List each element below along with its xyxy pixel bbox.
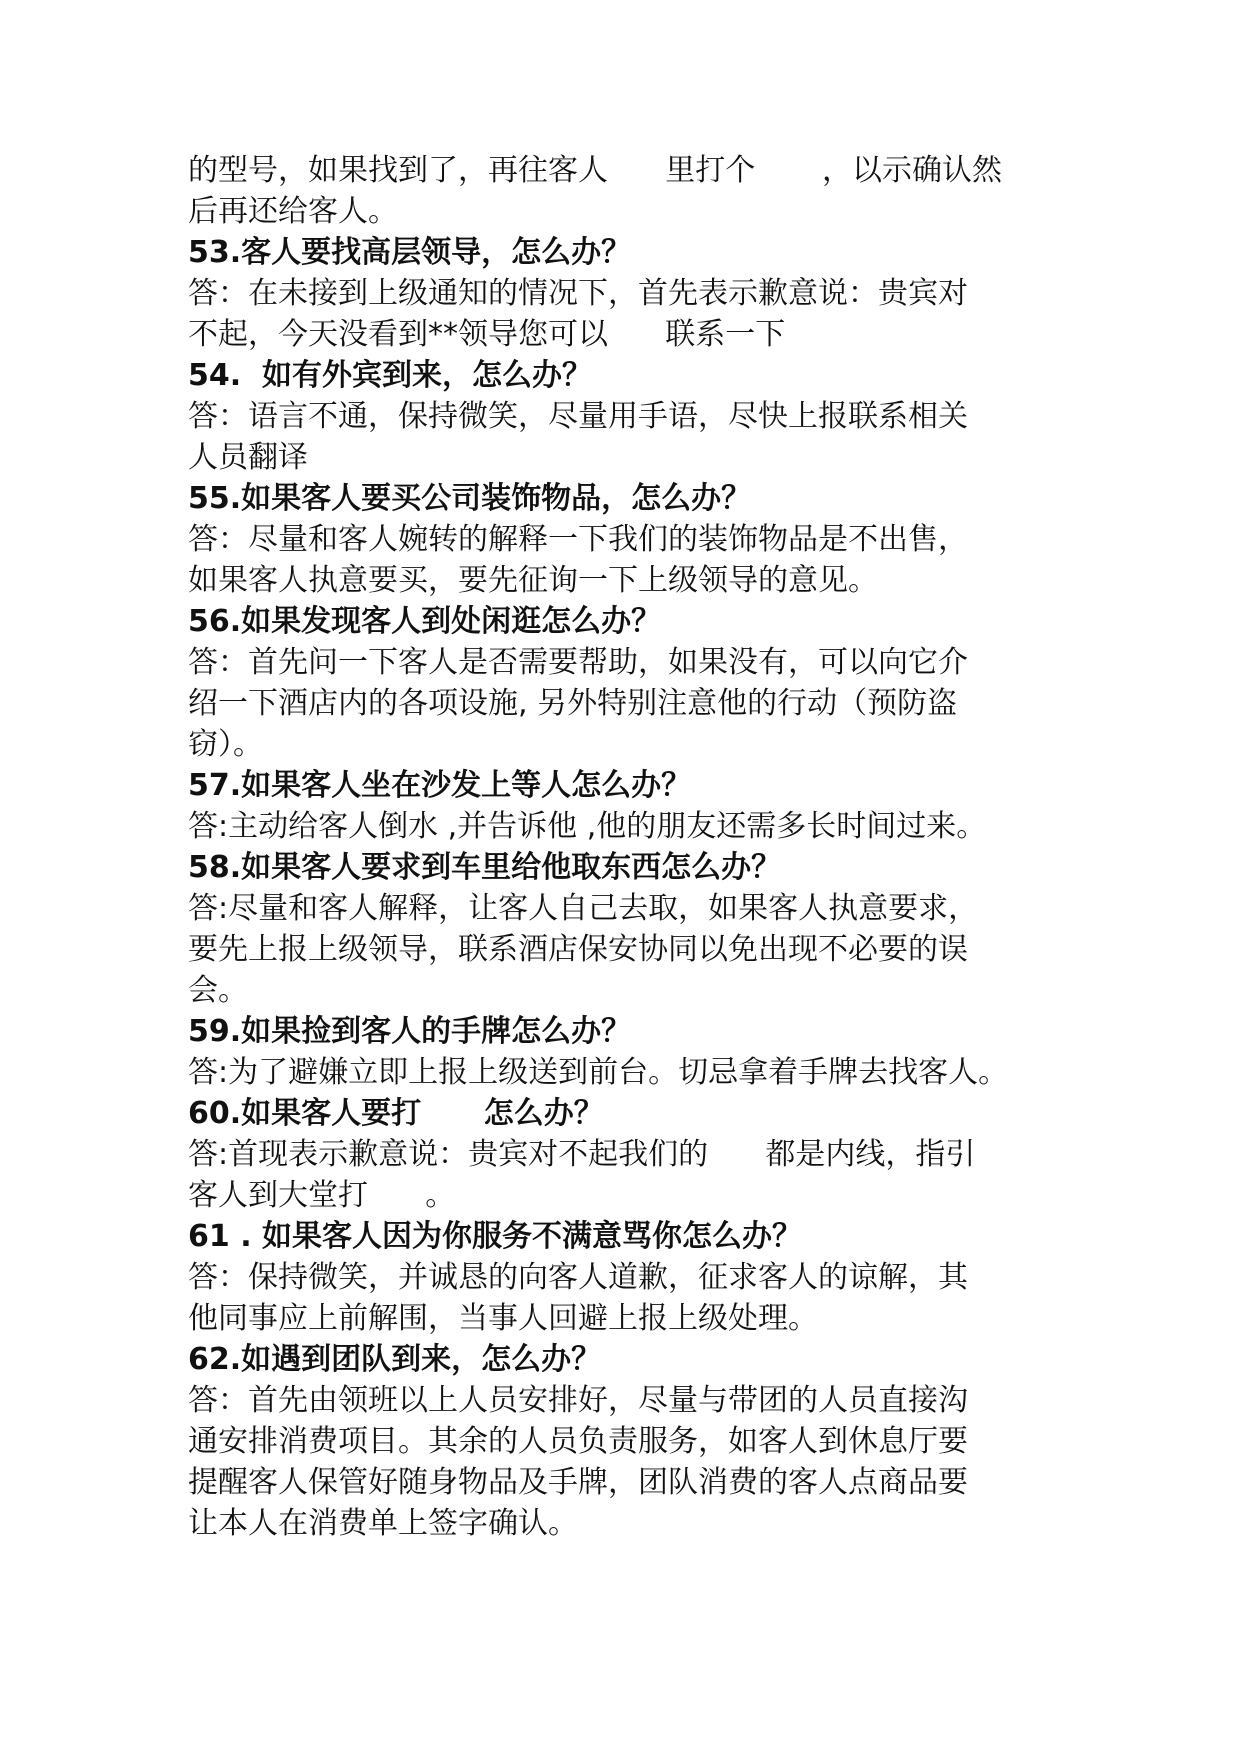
answer-line: 答:主动给客人倒水 ,并告诉他 ,他的朋友还需多长时间过来。	[188, 809, 987, 844]
answer-line: 要先上报上级领导，联系酒店保安协同以免出现不必要的误	[188, 932, 968, 967]
answer-line: 绍一下酒店内的各项设施, 另外特别注意他的行动（预防盗	[188, 686, 958, 721]
question-60: 60.如果客人要打 怎么办？	[188, 1096, 604, 1131]
answer-line: 客人到大堂打 。	[188, 1178, 456, 1213]
intro-line: 后再还给客人。	[188, 194, 398, 229]
answer-line: 如果客人执意要买，要先征询一下上级领导的意见。	[188, 563, 878, 598]
question-62: 62.如遇到团队到来，怎么办？	[188, 1342, 602, 1377]
question-53: 53.客人要找高层领导，怎么办？	[188, 235, 632, 270]
answer-line: 答：尽量和客人婉转的解释一下我们的装饰物品是不出售，	[188, 522, 968, 557]
answer-line: 他同事应上前解围，当事人回避上报上级处理。	[188, 1301, 818, 1336]
document-page	[188, 150, 1068, 1544]
question-54: 54. 如有外宾到来，怎么办？	[188, 358, 593, 393]
answer-line: 答:为了避嫌立即上报上级送到前台。切忌拿着手牌去找客人。	[188, 1055, 1009, 1090]
answer-line: 答:尽量和客人解释，让客人自己去取，如果客人执意要求，	[188, 891, 979, 926]
question-57: 57.如果客人坐在沙发上等人怎么办？	[188, 768, 692, 803]
answer-line: 通安排消费项目。其余的人员负责服务，如客人到休息厅要	[188, 1424, 968, 1459]
answer-line: 答：首先问一下客人是否需要帮助，如果没有，可以向它介	[188, 645, 968, 680]
answer-line: 答：首先由领班以上人员安排好，尽量与带团的人员直接沟	[188, 1383, 968, 1418]
answer-line: 会。	[188, 973, 248, 1008]
answer-line: 答：保持微笑，并诚恳的向客人道歉，征求客人的谅解，其	[188, 1260, 968, 1295]
answer-line: 让本人在消费单上签字确认。	[188, 1506, 578, 1541]
question-56: 56.如果发现客人到处闲逛怎么办？	[188, 604, 662, 639]
answer-line: 答:首现表示歉意说：贵宾对不起我们的 都是内线，指引	[188, 1137, 976, 1172]
question-58: 58.如果客人要求到车里给他取东西怎么办？	[188, 850, 782, 885]
answer-line: 答：语言不通，保持微笑，尽量用手语，尽快上报联系相关	[188, 399, 968, 434]
answer-line: 答：在未接到上级通知的情况下，首先表示歉意说：贵宾对	[188, 276, 968, 311]
answer-line: 人员翻译	[188, 440, 308, 475]
question-55: 55.如果客人要买公司装饰物品，怎么办？	[188, 481, 752, 516]
question-61: 61 . 如果客人因为你服务不满意骂你怎么办？	[188, 1219, 803, 1254]
question-59: 59.如果捡到客人的手牌怎么办？	[188, 1014, 632, 1049]
answer-line: 提醒客人保管好随身物品及手牌，团队消费的客人点商品要	[188, 1465, 968, 1500]
intro-line: 的型号，如果找到了，再往客人 里打个 ，以示确认然	[188, 153, 1002, 188]
answer-line: 窃）。	[188, 727, 263, 762]
answer-line: 不起，今天没看到**领导您可以 联系一下	[188, 317, 786, 352]
